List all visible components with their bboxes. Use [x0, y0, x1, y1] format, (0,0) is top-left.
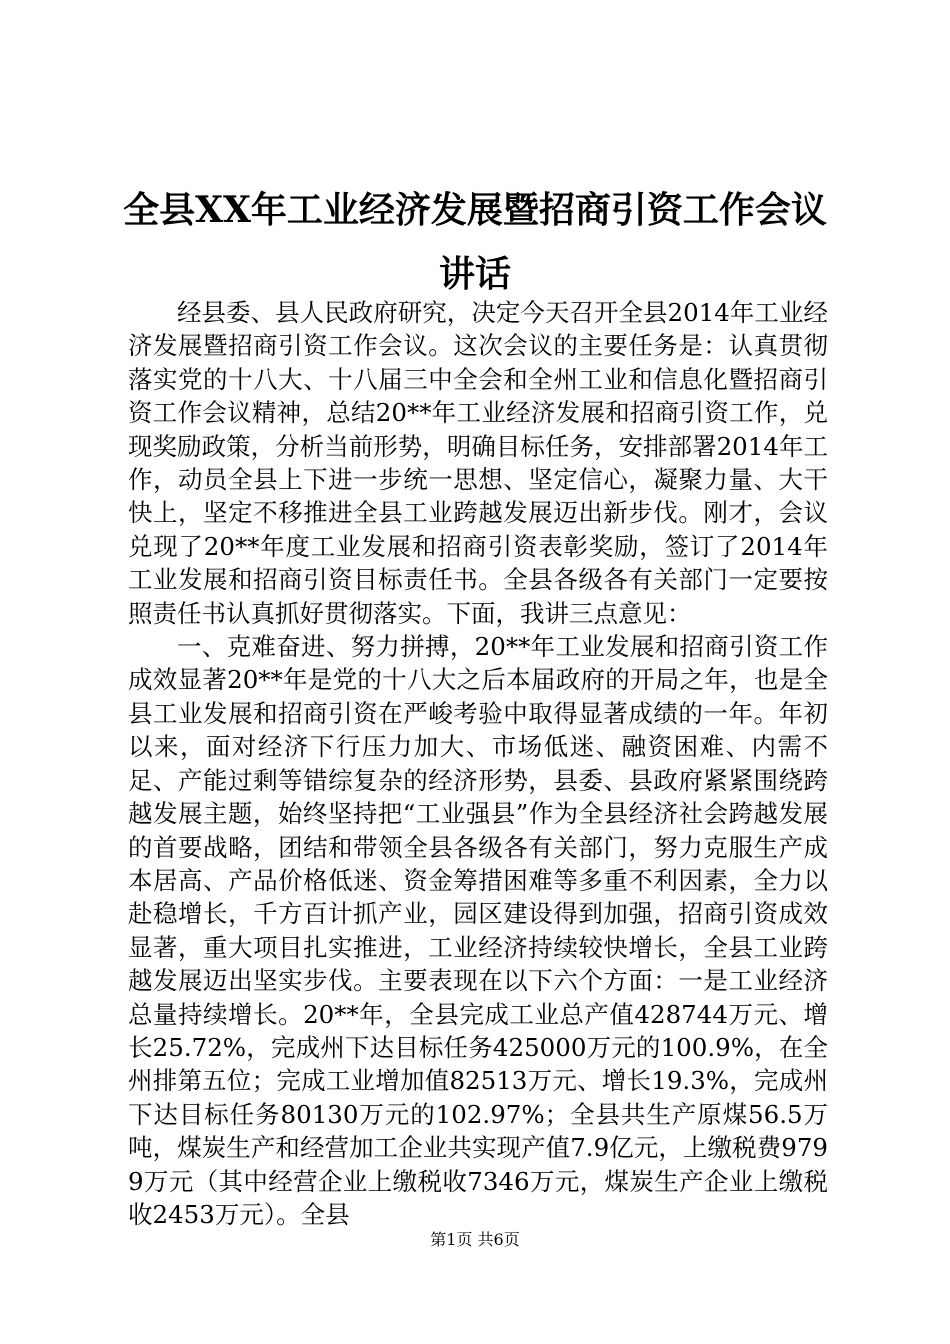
paragraph-intro: 经县委、县人民政府研究，决定今天召开全县2014年工业经济发展暨招商引资工作会议。这次会议的主要任务是：认真贯彻落实党的十八大、十八届三中全会和全州工业和信息化暨招商引资工作会议精神，总结20**年工业经济发展和招商引资工作，兑现奖励政策，分析当前形势，明确目标任务，安排部署2014年工作，动员全县上下进一步统一思想、坚定信心，凝聚力量、大干快上，坚定不移推进全县工业跨越发展迈出新步伐。刚才，会议兑现了20**年度工业发展和招商引资表彰奖励，签订了2014年工业发展和招商引资目标责任书。全县各级各有关部门一定要按照责任书认真抓好贯彻落实。下面，我讲三点意见： [128, 298, 828, 628]
document-title [110, 178, 840, 306]
page-number-footer: 第1页 共6页 [430, 1230, 520, 1249]
title-line-2: 讲话 [438, 253, 511, 295]
paragraph-section-one: 一、克难奋进、努力拼搏，20**年工业发展和招商引资工作成效显著20**年是党的十八大之后本届政府的开局之年，也是全县工业发展和招商引资在严峻考验中取得显著成绩的一年。年初以来，面对经济下行压力加大、市场低迷、融资困难、内需不足、产能过剩等错综复杂的经济形势，县委、县政府紧紧围绕跨越发展主题，始终坚持把“工业强县”作为全县经济社会跨越发展的首要战略，团结和带领全县各级各有关部门，努力克服生产成本居高、产品价格低迷、资金筹措困难等多重不利因素，全力以赴稳增长，千方百计抓产业，园区建设得到加强，招商引资成效显著，重大项目扎实推进，工业经济持续较快增长，全县工业跨越发展迈出坚实步伐。主要表现在以下六个方面：一是工业经济总量持续增长。20**年，全县完成工业总产值428744万元、增长25.72%，完成州下达目标任务425000万元的100.9%，在全州排第五位；完成工业增加值82513万元、增长19.3%，完成州下达目标任务80130万元的102.97%；全县共生产原煤56.5万吨，煤炭生产和经营加工企业共实现产值7.9亿元，上缴税费9799万元（其中经营企业上缴税收7346万元，煤炭生产企业上缴税收2453万元）。全县 [128, 632, 828, 1229]
document-body [128, 296, 828, 1231]
title-line-1: 全县XX年工业经济发展暨招商引资工作会议 [123, 189, 827, 231]
